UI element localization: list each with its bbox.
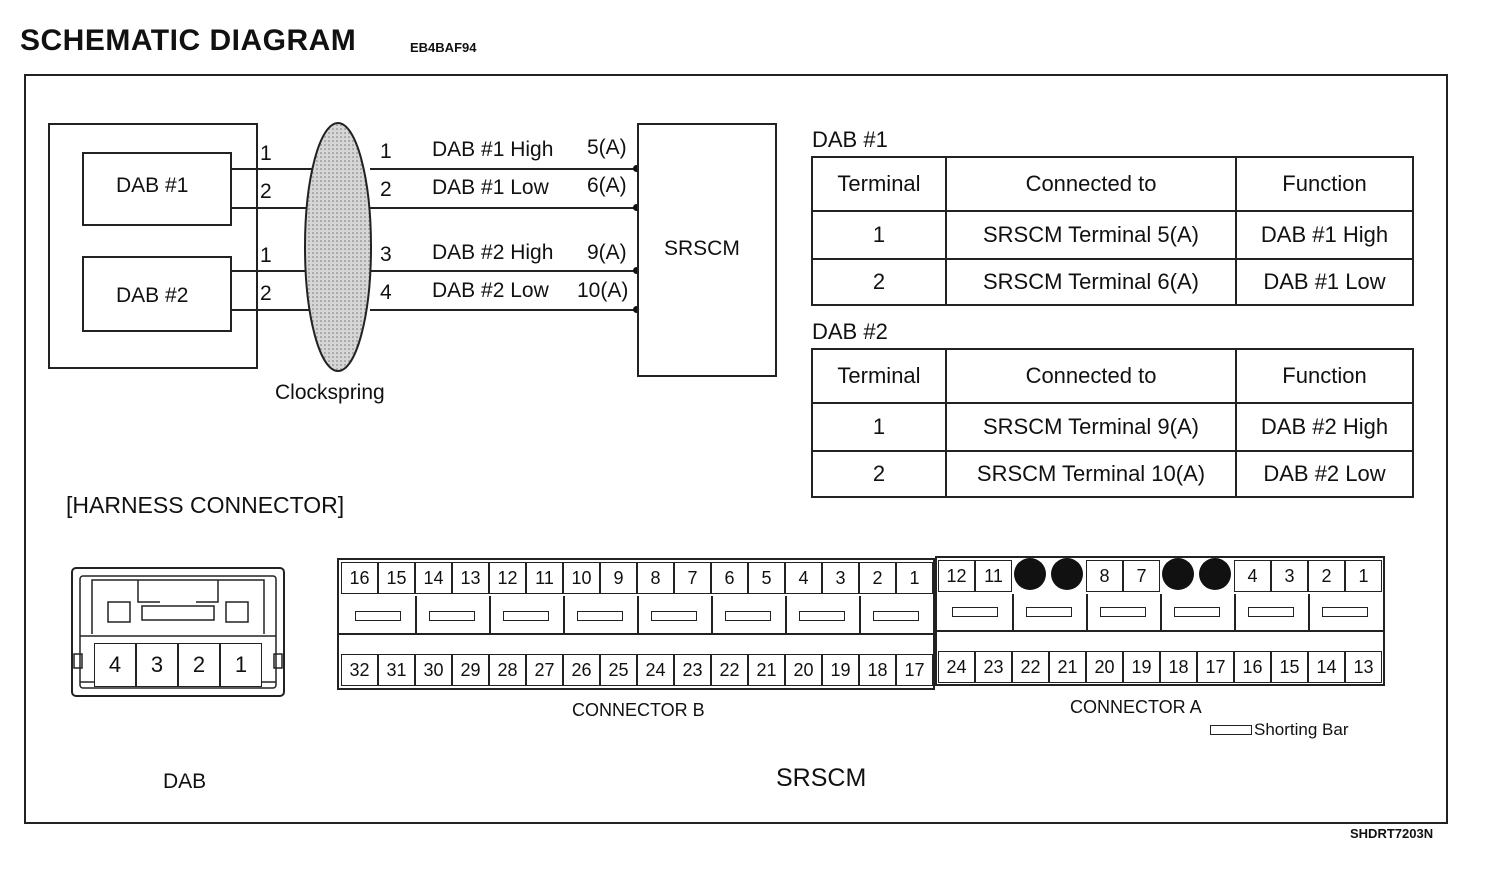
srscm-caption: SRSCM: [776, 764, 867, 792]
shorting-bar-slot: [429, 611, 475, 621]
unused-pin-dot: [1199, 558, 1231, 590]
unused-pin-dot: [1051, 558, 1083, 590]
wire-1-terminal: 5(A): [587, 136, 627, 159]
cavity-divider: [489, 596, 491, 634]
connector-pin: 14: [1308, 651, 1345, 683]
table1-header-connected: Connected to: [946, 157, 1236, 211]
page-title: SCHEMATIC DIAGRAM: [20, 24, 357, 57]
connector-pin: 19: [1123, 651, 1160, 683]
connector-pin: 14: [415, 562, 452, 594]
table-cell: DAB #2 High: [1236, 403, 1413, 451]
connector-pin: 29: [452, 654, 489, 686]
clockspring-label: Clockspring: [275, 381, 385, 404]
shorting-bar-slot: [873, 611, 919, 621]
wire-3: [370, 270, 638, 272]
shorting-bar-slot: [503, 611, 549, 621]
connector-pin: 23: [674, 654, 711, 686]
connector-pin: 5: [748, 562, 785, 594]
table-cell: 2: [812, 259, 946, 305]
shorting-bar-label: Shorting Bar: [1254, 720, 1349, 739]
cavity-divider: [415, 596, 417, 634]
shorting-bar-slot: [355, 611, 401, 621]
shorting-bar-slot: [1026, 607, 1072, 617]
dab-pin: 2: [178, 643, 220, 687]
connector-pin: 17: [896, 654, 933, 686]
table-cell: 1: [812, 211, 946, 259]
dab2-pin2-label: 2: [260, 282, 272, 305]
connector-pin: 17: [1197, 651, 1234, 683]
cavity-divider: [1308, 594, 1310, 630]
connector-pin: 19: [822, 654, 859, 686]
connector-pin: 31: [378, 654, 415, 686]
connector-pin: 22: [1012, 651, 1049, 683]
connector-pin: 24: [938, 651, 975, 683]
table2-header-terminal: Terminal: [812, 349, 946, 403]
table-dab2: [811, 348, 1414, 498]
wire-2: [370, 207, 638, 209]
connector-pin: 24: [637, 654, 674, 686]
table1-caption: DAB #1: [812, 127, 888, 152]
srscm-box: [637, 123, 777, 377]
shorting-bar-slot: [1100, 607, 1146, 617]
connector-pin: 9: [600, 562, 637, 594]
connector-pin: 28: [489, 654, 526, 686]
dab1-label: DAB #1: [116, 174, 189, 197]
connector-a-divider: [935, 630, 1385, 632]
cavity-divider: [1160, 594, 1162, 630]
connector-pin: 1: [896, 562, 933, 594]
wire-4-pin: 4: [380, 281, 392, 304]
connector-pin: 12: [489, 562, 526, 594]
table-cell: SRSCM Terminal 9(A): [946, 403, 1236, 451]
connector-pin: 11: [975, 560, 1012, 592]
connector-a-label: CONNECTOR A: [1070, 697, 1202, 717]
connector-b-label: CONNECTOR B: [572, 700, 705, 720]
table-cell: SRSCM Terminal 6(A): [946, 259, 1236, 305]
connector-pin: 6: [711, 562, 748, 594]
cavity-divider: [859, 596, 861, 634]
table-cell: 1: [812, 403, 946, 451]
connector-pin: 7: [1123, 560, 1160, 592]
connector-pin: 30: [415, 654, 452, 686]
dab-pin: 3: [136, 643, 178, 687]
connector-pin: 20: [1086, 651, 1123, 683]
table-cell: SRSCM Terminal 5(A): [946, 211, 1236, 259]
connector-pin: 23: [975, 651, 1012, 683]
wire-3-pin: 3: [380, 243, 392, 266]
table-cell: SRSCM Terminal 10(A): [946, 451, 1236, 497]
harness-title: [HARNESS CONNECTOR]: [66, 492, 345, 518]
connector-pin: 2: [859, 562, 896, 594]
connector-pin: 7: [674, 562, 711, 594]
cavity-divider: [1234, 594, 1236, 630]
connector-pin: 1: [1345, 560, 1382, 592]
table-cell: DAB #2 Low: [1236, 451, 1413, 497]
dab2-box: [82, 256, 232, 332]
dab-pin: 1: [220, 643, 262, 687]
connector-pin: 4: [785, 562, 822, 594]
connector-pin: 8: [637, 562, 674, 594]
unused-pin-dot: [1014, 558, 1046, 590]
cavity-divider: [1012, 594, 1014, 630]
connector-pin: 18: [1160, 651, 1197, 683]
table-cell: DAB #1 High: [1236, 211, 1413, 259]
shorting-bar-legend-icon: [1210, 725, 1252, 735]
connector-pin: 10: [563, 562, 600, 594]
shorting-bar-slot: [725, 611, 771, 621]
connector-pin: 25: [600, 654, 637, 686]
connector-pin: 8: [1086, 560, 1123, 592]
shorting-bar-slot: [799, 611, 845, 621]
connector-pin: 21: [748, 654, 785, 686]
dab1-pin2-label: 2: [260, 180, 272, 203]
connector-pin: 2: [1308, 560, 1345, 592]
diagram-code: EB4BAF94: [410, 40, 477, 55]
connector-pin: 21: [1049, 651, 1086, 683]
connector-pin: 27: [526, 654, 563, 686]
table-dab1: [811, 156, 1414, 306]
wire-4-terminal: 10(A): [577, 279, 629, 302]
connector-pin: 32: [341, 654, 378, 686]
srscm-label: SRSCM: [664, 237, 740, 260]
table-cell: 2: [812, 451, 946, 497]
cavity-divider: [1086, 594, 1088, 630]
cavity-divider: [637, 596, 639, 634]
wire-1: [370, 168, 638, 170]
clockspring-ellipse: [300, 120, 380, 374]
connector-pin: 18: [859, 654, 896, 686]
connector-pin: 13: [452, 562, 489, 594]
wire-2-terminal: 6(A): [587, 174, 627, 197]
connector-pin: 26: [563, 654, 600, 686]
wire-3-terminal: 9(A): [587, 241, 627, 264]
table-cell: DAB #1 Low: [1236, 259, 1413, 305]
cavity-divider: [785, 596, 787, 634]
connector-pin: 22: [711, 654, 748, 686]
wire-1-name: DAB #1 High: [432, 138, 554, 161]
connector-pin: 15: [378, 562, 415, 594]
table2-header-function: Function: [1236, 349, 1413, 403]
cavity-divider: [563, 596, 565, 634]
wire-1-pin: 1: [380, 140, 392, 163]
connector-pin: 3: [822, 562, 859, 594]
connector-pin: 15: [1271, 651, 1308, 683]
wire-2-pin: 2: [380, 178, 392, 201]
shorting-bar-slot: [1174, 607, 1220, 617]
shorting-bar-slot: [1248, 607, 1294, 617]
dab2-label: DAB #2: [116, 284, 189, 307]
connector-pin: 20: [785, 654, 822, 686]
dab-pin: 4: [94, 643, 136, 687]
shorting-bar-slot: [952, 607, 998, 617]
table1-header-terminal: Terminal: [812, 157, 946, 211]
table2-caption: DAB #2: [812, 319, 888, 344]
connector-pin: 4: [1234, 560, 1271, 592]
dab2-pin1-label: 1: [260, 244, 272, 267]
wire-4-name: DAB #2 Low: [432, 279, 549, 302]
connector-pin: 16: [341, 562, 378, 594]
dab1-box: [82, 152, 232, 226]
dab-caption: DAB: [163, 770, 207, 793]
footer-code: SHDRT7203N: [1350, 826, 1434, 841]
shorting-bar-slot: [651, 611, 697, 621]
wire-4: [370, 309, 638, 311]
cavity-divider: [711, 596, 713, 634]
shorting-bar-slot: [1322, 607, 1368, 617]
connector-pin: 11: [526, 562, 563, 594]
wire-3-name: DAB #2 High: [432, 241, 554, 264]
unused-pin-dot: [1162, 558, 1194, 590]
wire-2-name: DAB #1 Low: [432, 176, 549, 199]
dab1-pin1-label: 1: [260, 142, 272, 165]
table1-header-function: Function: [1236, 157, 1413, 211]
connector-pin: 12: [938, 560, 975, 592]
table2-header-connected: Connected to: [946, 349, 1236, 403]
shorting-bar-slot: [577, 611, 623, 621]
connector-pin: 16: [1234, 651, 1271, 683]
connector-b-divider: [337, 633, 935, 635]
connector-pin: 3: [1271, 560, 1308, 592]
connector-pin: 13: [1345, 651, 1382, 683]
